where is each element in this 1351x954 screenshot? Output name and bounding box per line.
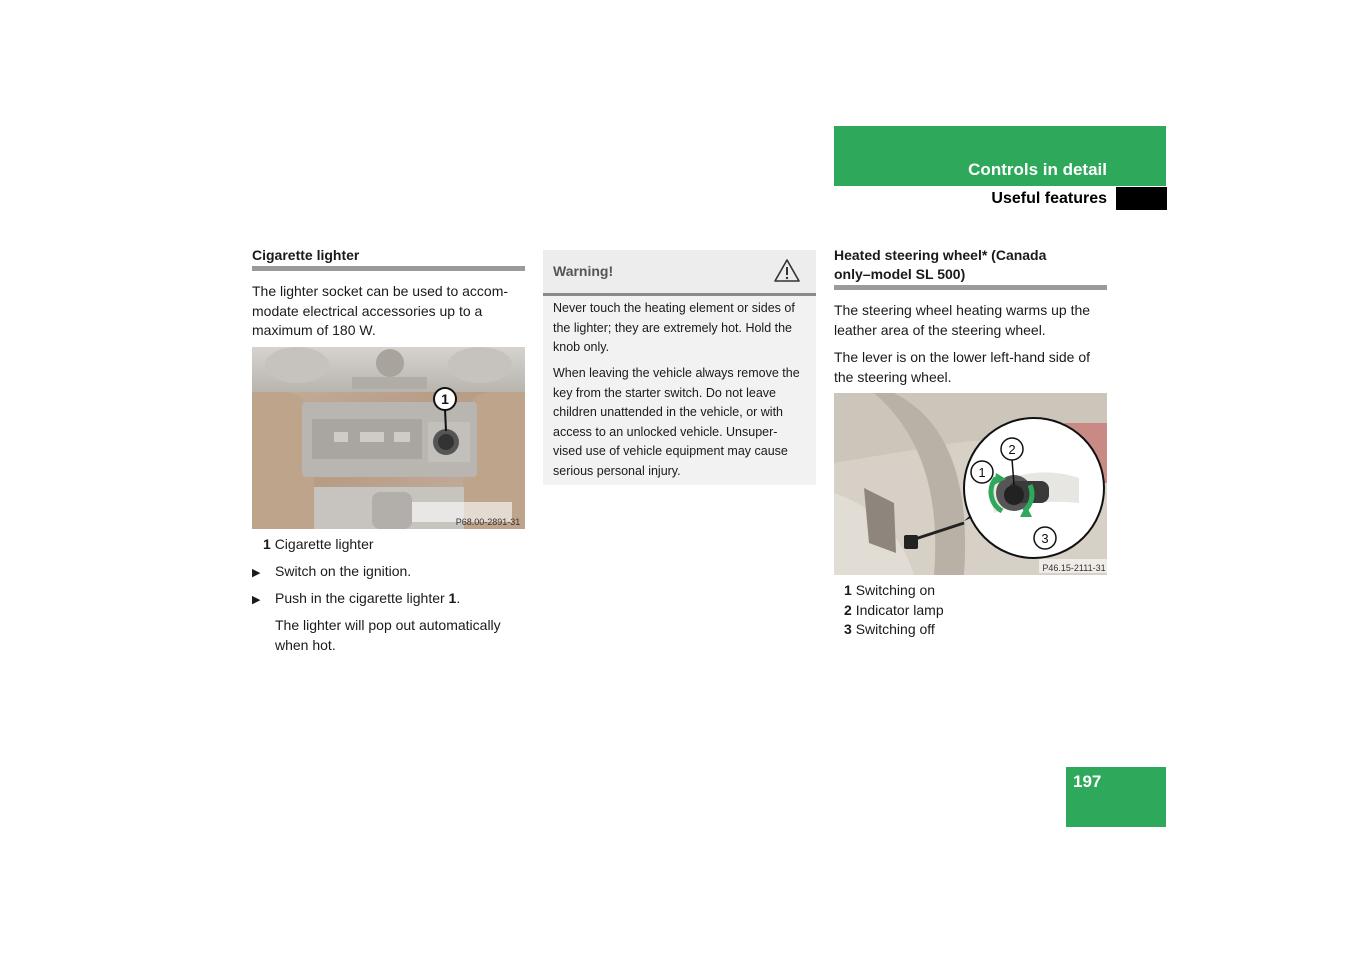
page-number: 197 — [1073, 772, 1102, 791]
bullet-arrow-icon: ▶ — [252, 567, 261, 579]
heading-rule — [252, 266, 525, 271]
heading-rule — [834, 285, 1107, 290]
steering-para-1: The steering wheel heating warms up the leather area of the steering wheel. — [834, 302, 1091, 338]
lighter-result: The lighter will pop out automatically when hot. — [275, 617, 501, 653]
bullet-arrow-icon: ▶ — [252, 594, 261, 606]
warning-triangle-icon — [773, 258, 801, 284]
steering-callout-1: 1 — [978, 465, 986, 480]
steering-photo-code: P46.15-2111-31 — [1042, 563, 1106, 573]
heated-steering-wheel-heading: Heated steering wheel* (Canada only–model SL 500) — [834, 247, 1047, 282]
warning-paragraph-1: Never touch the heating element or sides of the lighter; they are extremely hot. Hold the knob only. — [553, 301, 795, 354]
header-black-tab — [1116, 187, 1167, 210]
cigarette-lighter-heading: Cigarette lighter — [252, 247, 360, 263]
lighter-legend-item: 1 Cigarette lighter — [263, 536, 374, 552]
step-switch-ignition: ▶ Switch on the ignition. — [252, 563, 412, 579]
legend-item: 2 Indicator lamp — [844, 601, 944, 618]
section-title: Controls in detail — [968, 160, 1107, 179]
legend-item: 3 Switching off — [844, 621, 935, 637]
lighter-photo-callout: 1 — [441, 391, 449, 407]
steering-callout-3: 3 — [1041, 531, 1049, 546]
lighter-photo-code: P68.00-2891-31 — [455, 517, 521, 527]
legend-item: 1 Switching on — [844, 582, 936, 598]
steering-para-2: The lever is on the lower left-hand side of the steering wheel. — [834, 349, 1091, 385]
step-push-lighter: ▶ Push in the cigarette lighter 1. — [252, 590, 461, 606]
steering-legend — [844, 581, 944, 640]
subsection-title: Useful features — [991, 190, 1107, 207]
warning-paragraph-2: When leaving the vehicle always remove the key from the starter switch. Do not leave children unattended in the vehicle, or with access to an unlocked vehicle. Unsuper- vised use of vehicle equipment may cause serious personal injury. — [553, 366, 800, 478]
lighter-intro: The lighter socket can be used to accom- modate electrical accessories up to a maximum of 180 W. — [252, 283, 509, 338]
cigarette-lighter-photo — [252, 347, 525, 529]
warning-title: Warning! — [553, 263, 614, 279]
steering-wheel-photo — [834, 393, 1107, 575]
steering-callout-2: 2 — [1008, 442, 1016, 457]
